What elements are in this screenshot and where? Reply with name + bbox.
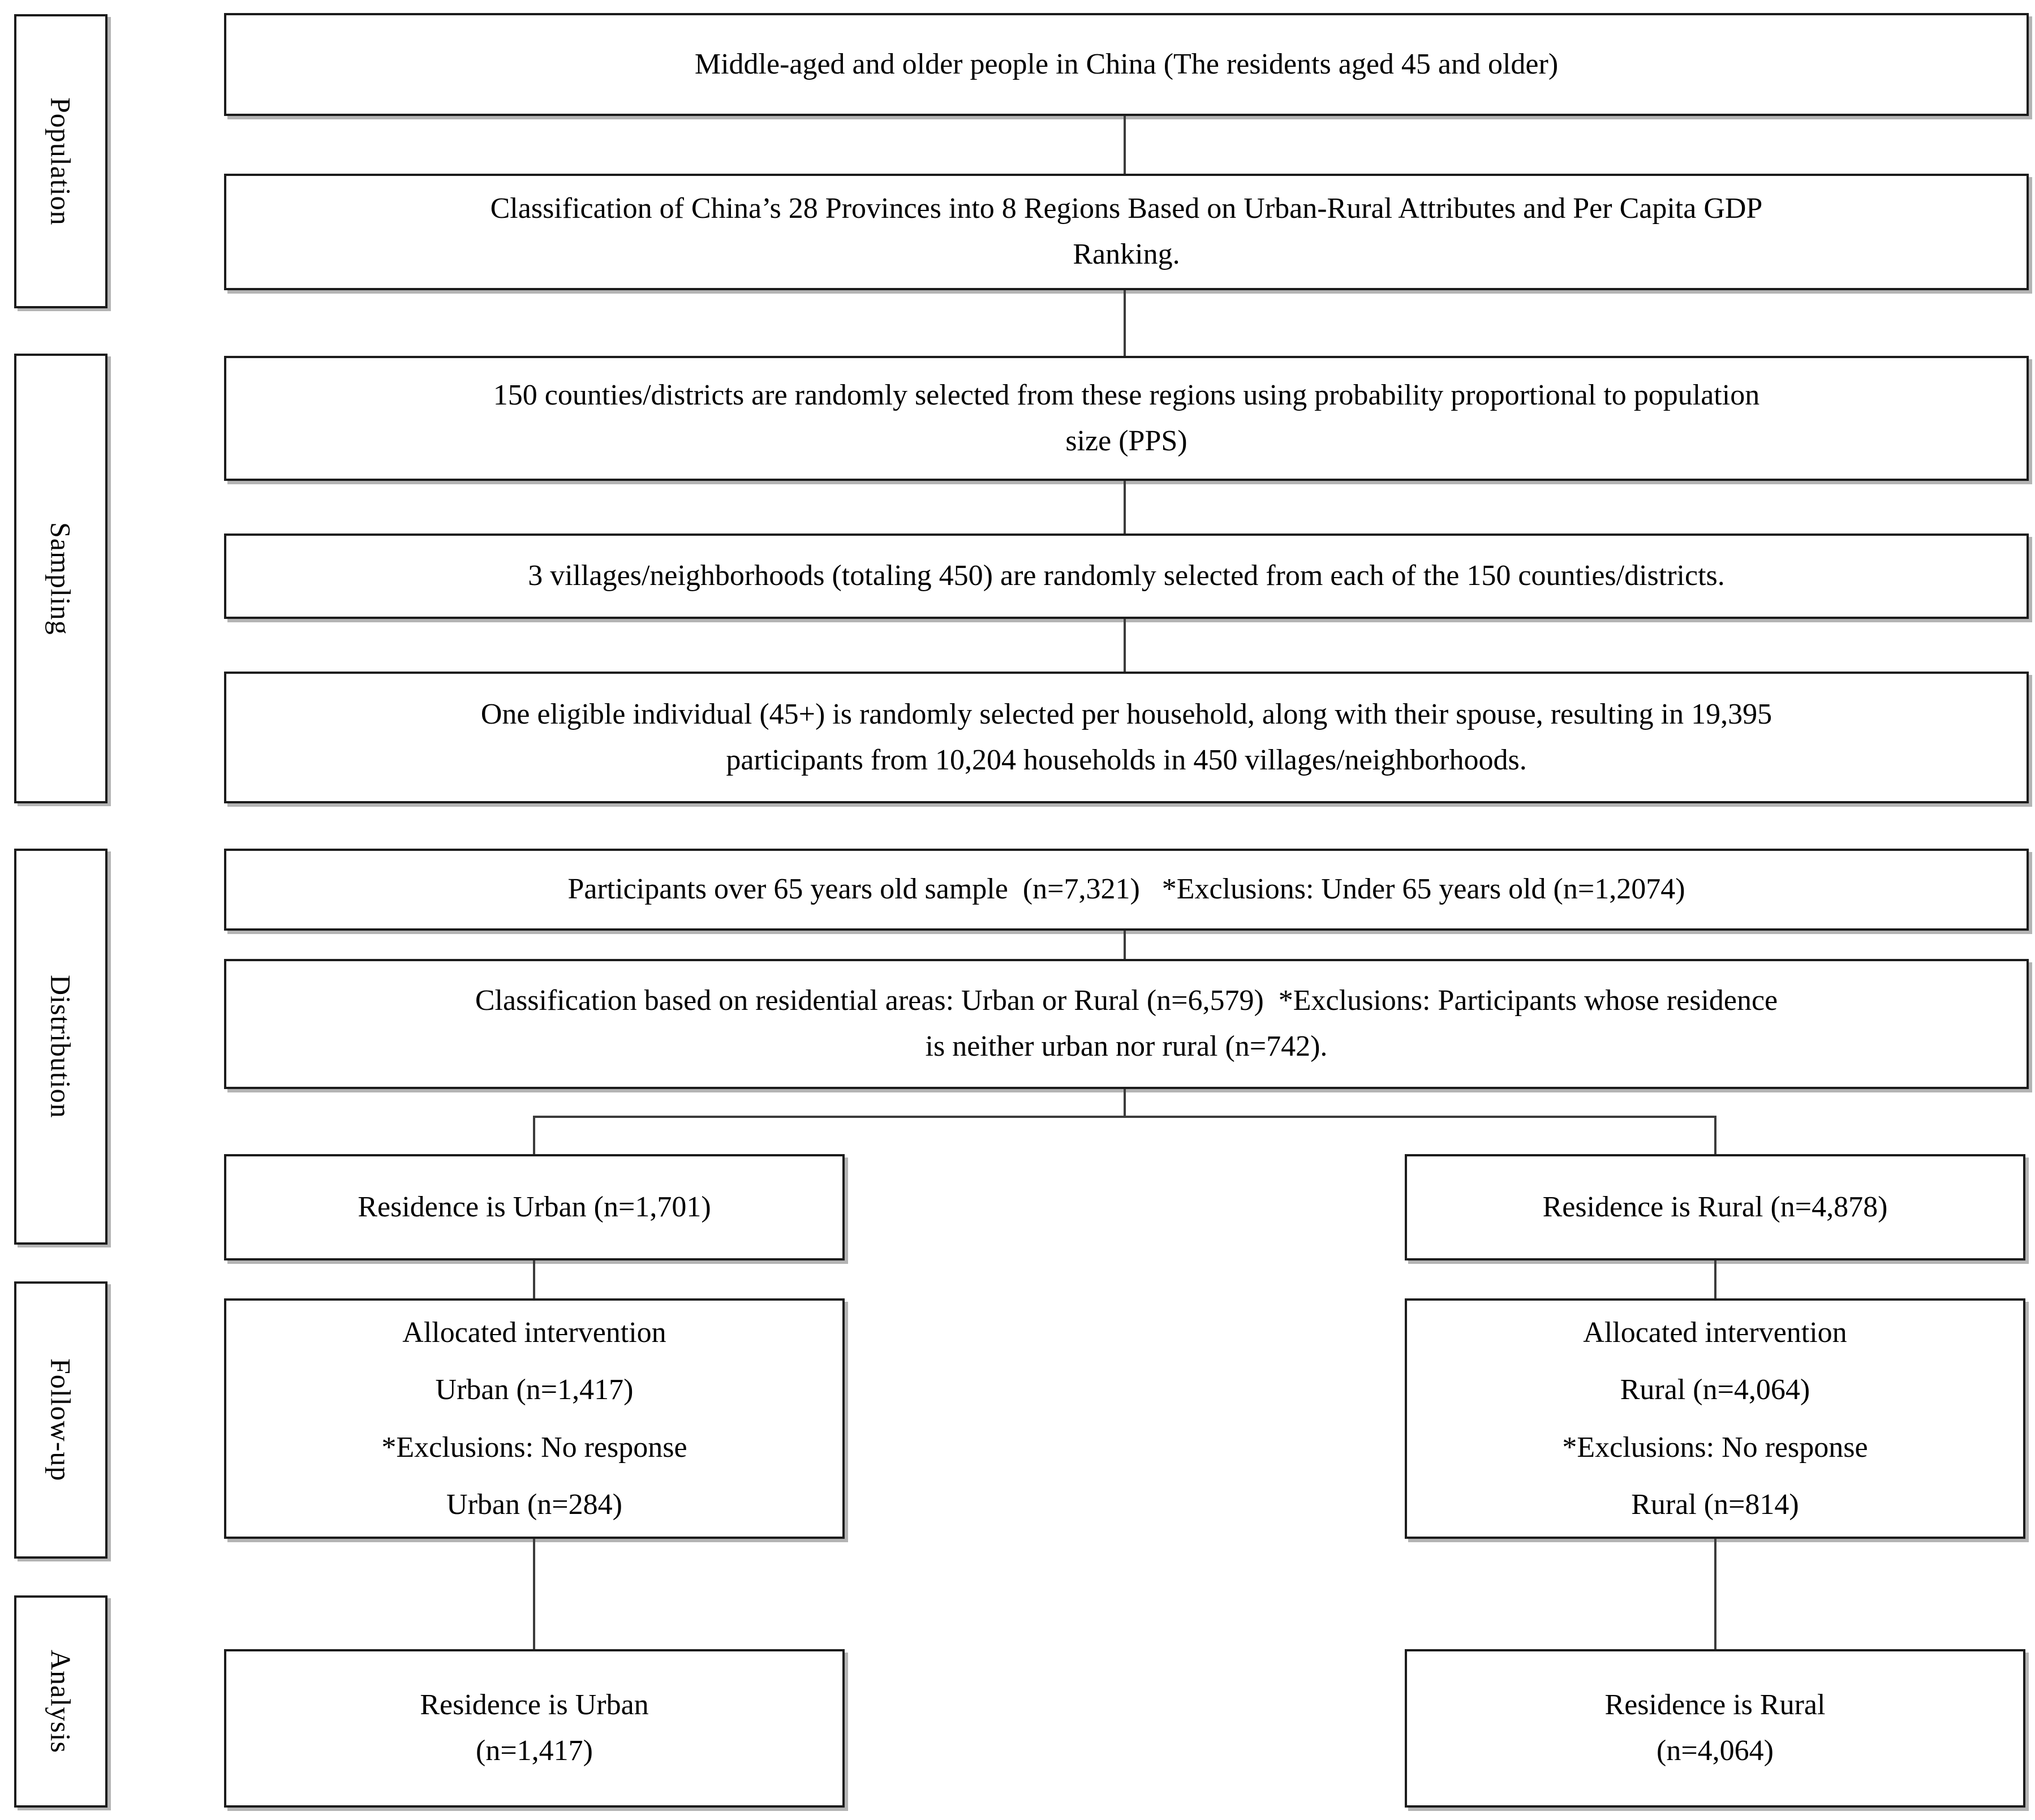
box-rural-allocation-line-2: Rural (n=4,064) — [1620, 1374, 1810, 1406]
stage-box-distribution — [14, 849, 107, 1245]
box-rural-analysis-line-2: (n=4,064) — [1657, 1735, 1774, 1767]
box-urban-allocation — [224, 1298, 845, 1539]
box-age-filter — [224, 849, 2029, 931]
box-urban-allocation-line-4: Urban (n=284) — [446, 1488, 622, 1521]
box-province-classification-text — [451, 186, 1802, 277]
box-rural-allocation-line-4: Rural (n=814) — [1631, 1488, 1799, 1521]
connector-provinces-to-counties — [1124, 290, 1126, 356]
stage-box-population — [14, 14, 107, 308]
box-urban-analysis — [224, 1649, 845, 1808]
stage-box-follow-up — [14, 1281, 107, 1559]
box-rural-allocation-line-3: *Exclusions: No response — [1562, 1431, 1868, 1464]
stage-label-follow-up: Follow-up — [45, 1358, 77, 1482]
box-rural-residence — [1405, 1154, 2025, 1260]
box-urban-residence-text — [318, 1185, 750, 1230]
connector-villages-to-households — [1124, 619, 1126, 672]
stage-label-sampling: Sampling — [45, 522, 77, 635]
box-residence-filter-text — [436, 978, 1817, 1069]
box-county-sampling-line-2: size (PPS) — [1065, 424, 1188, 457]
box-household-sampling-line-2: participants from 10,204 households in 450 villages/neighborhoods. — [726, 743, 1527, 776]
box-age-filter-text — [528, 867, 1724, 913]
box-urban-analysis-line-1: Residence is Urban — [420, 1689, 649, 1722]
box-population-source-text — [655, 42, 1598, 88]
box-rural-residence-line-1: Residence is Rural (n=4,878) — [1542, 1190, 1888, 1223]
box-village-sampling-text — [488, 553, 1765, 599]
box-county-sampling-line-1: 150 counties/districts are randomly selected from these regions using probability proportional to population — [493, 378, 1760, 411]
box-rural-analysis-text — [1565, 1683, 1865, 1774]
stage-box-sampling — [14, 354, 107, 803]
box-urban-allocation-line-2: Urban (n=1,417) — [435, 1374, 634, 1406]
box-household-sampling-text — [441, 692, 1812, 783]
box-residence-filter-line-2: is neither urban nor rural (n=742). — [925, 1030, 1328, 1062]
box-residence-filter — [224, 959, 2029, 1089]
box-rural-allocation-line-1: Allocated intervention — [1583, 1316, 1847, 1349]
connector-split-to-rural — [1714, 1116, 1716, 1154]
box-residence-filter-line-1: Classification based on residential areas: Urban or Rural (n=6,579) *Exclusions: Participants whose residence — [475, 984, 1778, 1017]
box-rural-residence-text — [1503, 1185, 1928, 1230]
box-county-sampling-text — [454, 373, 1799, 464]
connector-population-to-provinces — [1124, 116, 1126, 174]
connector-urban-residence-to-allocation — [533, 1260, 535, 1298]
box-province-classification-line-1: Classification of China’s 28 Provinces into 8 Regions Based on Urban-Rural Attributes and Per Capita GDP — [490, 192, 1763, 225]
box-rural-allocation-text — [1522, 1304, 1907, 1534]
box-urban-residence-line-1: Residence is Urban (n=1,701) — [358, 1190, 711, 1223]
connector-rural-allocation-to-analysis — [1714, 1539, 1716, 1649]
box-province-classification-line-2: Ranking. — [1073, 238, 1180, 270]
connector-rural-residence-to-allocation — [1714, 1260, 1716, 1298]
box-village-sampling-line-1: 3 villages/neighborhoods (totaling 450) are randomly selected from each of the 150 counties/districts. — [528, 560, 1725, 592]
box-population-source-line-1: Middle-aged and older people in China (The residents aged 45 and older) — [694, 48, 1559, 80]
box-population-source — [224, 13, 2029, 116]
connector-counties-to-villages — [1124, 481, 1126, 533]
connector-split-horizontal — [533, 1116, 1716, 1118]
stage-label-analysis: Analysis — [45, 1650, 77, 1753]
box-county-sampling — [224, 356, 2029, 481]
stage-label-distribution: Distribution — [45, 975, 77, 1118]
box-rural-allocation — [1405, 1298, 2025, 1539]
box-urban-allocation-line-3: *Exclusions: No response — [381, 1431, 687, 1464]
box-urban-allocation-line-1: Allocated intervention — [402, 1316, 666, 1349]
box-urban-allocation-text — [342, 1304, 726, 1534]
stage-box-analysis — [14, 1595, 107, 1808]
stage-label-population: Population — [45, 97, 77, 226]
box-urban-analysis-line-2: (n=1,417) — [476, 1735, 593, 1767]
box-rural-analysis-line-1: Residence is Rural — [1604, 1689, 1826, 1722]
box-urban-analysis-text — [380, 1683, 688, 1774]
connector-urban-allocation-to-analysis — [533, 1539, 535, 1649]
connector-split-stem — [1124, 1089, 1126, 1117]
box-household-sampling-line-1: One eligible individual (45+) is randomly selected per household, along with their spouse, resulting in 19,395 — [480, 698, 1772, 730]
box-province-classification — [224, 174, 2029, 290]
box-village-sampling — [224, 533, 2029, 619]
box-urban-residence — [224, 1154, 845, 1260]
box-age-filter-line-1: Participants over 65 years old sample (n=7,321) *Exclusions: Under 65 years old (n=1,2074) — [567, 873, 1685, 906]
box-rural-analysis — [1405, 1649, 2025, 1808]
box-household-sampling — [224, 672, 2029, 803]
connector-age-to-residence-filter — [1124, 931, 1126, 959]
connector-split-to-urban — [533, 1116, 535, 1154]
